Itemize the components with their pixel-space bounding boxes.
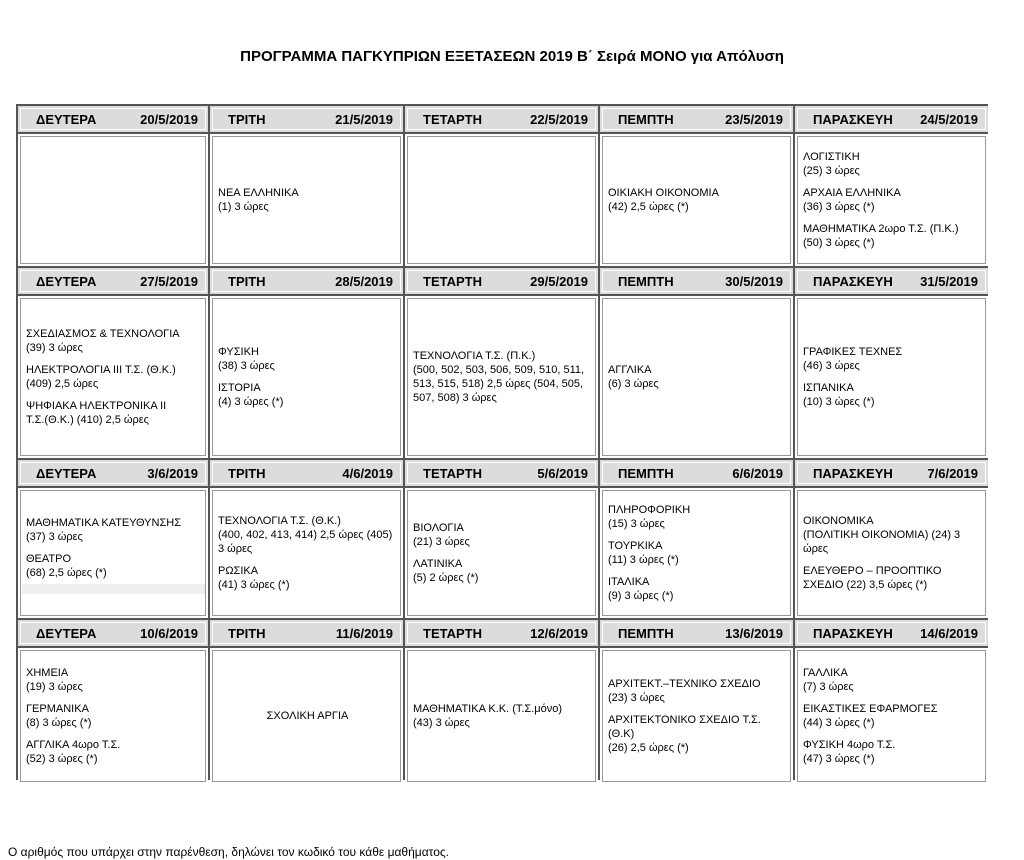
subject-code-duration: (10) 3 ώρες (*) — [803, 396, 875, 408]
subject-name: ΕΙΚΑΣΤΙΚΕΣ ΕΦΑΡΜΟΓΕΣ — [803, 703, 938, 715]
subject-name: ΑΡΧΑΙΑ ΕΛΛΗΝΙΚΑ — [803, 187, 901, 199]
schedule-cell — [18, 488, 208, 618]
subject-code-duration: (68) 2,5 ώρες (*) — [26, 567, 107, 579]
subject-code-duration: (25) 3 ώρες — [803, 165, 860, 177]
day-date: 12/6/2019 — [530, 625, 588, 641]
day-date: 29/5/2019 — [530, 273, 588, 289]
day-name: ΠΑΡΑΣΚΕΥΗ — [813, 273, 893, 289]
subject-name: ΜΑΘΗΜΑΤΙΚΑ Κ.Κ. (Τ.Σ.μόνο) — [413, 703, 563, 715]
subject-name: ΙΤΑΛΙΚΑ — [608, 576, 650, 588]
day-header — [795, 460, 988, 486]
schedule-cell — [405, 648, 598, 784]
exam-subject — [803, 702, 982, 730]
day-name: ΤΡΙΤΗ — [228, 111, 266, 127]
exam-subject — [608, 503, 787, 531]
day-date: 13/6/2019 — [725, 625, 783, 641]
exam-subject — [608, 677, 787, 705]
subject-code-duration: (47) 3 ώρες (*) — [803, 753, 875, 765]
subject-code-duration: (7) 3 ώρες — [803, 681, 854, 693]
subject-code-duration: (26) 2,5 ώρες (*) — [608, 742, 689, 754]
subject-name: ΑΓΓΛΙΚΑ 4ωρο Τ.Σ. — [26, 739, 121, 751]
day-header — [405, 620, 598, 646]
subject-code-duration: (ΠΟΛΙΤΙΚΗ ΟΙΚΟΝΟΜΙΑ) (24) 3 ώρες — [803, 529, 961, 555]
subject-code-duration: (39) 3 ώρες — [26, 342, 83, 354]
schedule-cell — [795, 134, 988, 266]
schedule-cell — [795, 296, 988, 458]
exam-subject — [803, 345, 982, 373]
schedule-cell — [600, 648, 793, 784]
day-name: ΠΑΡΑΣΚΕΥΗ — [813, 465, 893, 481]
footnote: Ο αριθμός που υπάρχει στην παρένθεση, δηλώνει τον κωδικό του κάθε μαθήματος. — [8, 845, 449, 859]
exam-subject — [26, 399, 202, 427]
subject-code-duration: (11) 3 ώρες (*) — [608, 554, 679, 566]
exam-subject — [218, 564, 397, 592]
subject-code-duration: (15) 3 ώρες — [608, 518, 665, 530]
schedule-cell — [600, 296, 793, 458]
subject-code-duration: ΣΧΕΔΙΟ (22) 3,5 ώρες (*) — [803, 579, 928, 591]
subject-code-duration: (46) 3 ώρες — [803, 360, 860, 372]
subject-code-duration: (42) 2,5 ώρες (*) — [608, 201, 689, 213]
day-date: 24/5/2019 — [920, 111, 978, 127]
day-name: ΔΕΥΤΕΡΑ — [36, 273, 97, 289]
exam-subject — [218, 381, 397, 409]
subject-name: ΤΕΧΝΟΛΟΓΙΑ Τ.Σ. (Θ.Κ.) — [218, 515, 341, 527]
exam-subject — [413, 521, 592, 549]
exam-subject — [26, 552, 202, 580]
subject-name: ΑΡΧΙΤΕΚΤ.–ΤΕΧΝΙΚΟ ΣΧΕΔΙΟ — [608, 678, 761, 690]
subject-name: ΑΡΧΙΤΕΚΤΟΝΙΚΟ ΣΧΕΔΙΟ Τ.Σ.(Θ.Κ) — [608, 714, 761, 740]
day-date: 20/5/2019 — [140, 111, 198, 127]
subject-code-duration: (4) 3 ώρες (*) — [218, 396, 284, 408]
subject-code-duration: (8) 3 ώρες (*) — [26, 717, 92, 729]
day-name: ΠΕΜΠΤΗ — [618, 625, 674, 641]
exam-subject — [803, 514, 982, 556]
day-date: 22/5/2019 — [530, 111, 588, 127]
subject-code-duration: (52) 3 ώρες (*) — [26, 753, 98, 765]
exam-subject — [803, 564, 982, 592]
day-header — [18, 268, 208, 294]
subject-name: ΟΙΚΙΑΚΗ ΟΙΚΟΝΟΜΙΑ — [608, 187, 719, 199]
day-header — [18, 460, 208, 486]
subject-name: ΟΙΚΟΝΟΜΙΚΑ — [803, 515, 874, 527]
schedule-cell — [795, 488, 988, 618]
schedule-cell — [405, 296, 598, 458]
subject-name: ΒΙΟΛΟΓΙΑ — [413, 522, 464, 534]
subject-name: ΡΩΣΙΚΑ — [218, 565, 259, 577]
day-name: ΔΕΥΤΕΡΑ — [36, 111, 97, 127]
exam-subject — [26, 327, 202, 355]
day-name: ΤΕΤΑΡΤΗ — [423, 465, 482, 481]
subject-name: ΛΟΓΙΣΤΙΚΗ — [803, 151, 860, 163]
subject-code-duration: (5) 2 ώρες (*) — [413, 572, 479, 584]
day-name: ΤΡΙΤΗ — [228, 465, 266, 481]
subject-code-duration: (21) 3 ώρες — [413, 536, 470, 548]
day-header — [18, 106, 208, 132]
day-date: 5/6/2019 — [537, 465, 588, 481]
subject-code-duration: (44) 3 ώρες (*) — [803, 717, 875, 729]
day-date: 28/5/2019 — [335, 273, 393, 289]
subject-name: ΤΕΧΝΟΛΟΓΙΑ Τ.Σ. (Π.Κ.) — [413, 350, 536, 362]
day-name: ΠΕΜΠΤΗ — [618, 465, 674, 481]
exam-subject — [608, 713, 787, 755]
subject-code-duration: (19) 3 ώρες — [26, 681, 83, 693]
day-date: 7/6/2019 — [927, 465, 978, 481]
day-date: 3/6/2019 — [147, 465, 198, 481]
subject-name: ΦΥΣΙΚΗ — [218, 346, 259, 358]
subject-name: ΗΛΕΚΤΡΟΛΟΓΙΑ ΙΙΙ Τ.Σ. (Θ.Κ.) — [26, 364, 176, 376]
day-header — [600, 620, 793, 646]
holiday-note: ΣΧΟΛΙΚΗ ΑΡΓΙΑ — [266, 710, 349, 722]
day-name: ΤΡΙΤΗ — [228, 273, 266, 289]
subject-name: ΧΗΜΕΙΑ — [26, 667, 69, 679]
day-header — [405, 268, 598, 294]
day-header — [600, 268, 793, 294]
day-date: 14/6/2019 — [920, 625, 978, 641]
day-date: 27/5/2019 — [140, 273, 198, 289]
subject-name: ΦΥΣΙΚΗ 4ωρο Τ.Σ. — [803, 739, 896, 751]
day-date: 21/5/2019 — [335, 111, 393, 127]
day-date: 30/5/2019 — [725, 273, 783, 289]
exam-subject — [26, 516, 202, 544]
subject-name: ΘΕΑΤΡΟ — [26, 553, 72, 565]
subject-code-duration: (409) 2,5 ώρες — [26, 378, 99, 390]
subject-code-duration: (400, 402, 413, 414) 2,5 ώρες (405) 3 ώρες — [218, 529, 393, 555]
day-header — [600, 106, 793, 132]
subject-name: ΙΣΠΑΝΙΚΑ — [803, 382, 854, 394]
exam-subject — [803, 666, 982, 694]
day-header — [405, 106, 598, 132]
shaded-row — [22, 584, 206, 594]
day-date: 10/6/2019 — [140, 625, 198, 641]
subject-code-duration: Τ.Σ.(Θ.Κ.) (410) 2,5 ώρες — [26, 414, 149, 426]
subject-code-duration: (9) 3 ώρες (*) — [608, 590, 674, 602]
day-date: 31/5/2019 — [920, 273, 978, 289]
exam-subject — [803, 222, 982, 250]
subject-name: ΨΗΦΙΑΚΑ ΗΛΕΚΤΡΟΝΙΚΑ ΙΙ — [26, 400, 167, 412]
exam-subject — [608, 363, 787, 391]
schedule-cell — [210, 296, 403, 458]
day-name: ΤΕΤΑΡΤΗ — [423, 111, 482, 127]
exam-subject — [218, 345, 397, 373]
subject-name: ΛΑΤΙΝΙΚΑ — [413, 558, 463, 570]
subject-name: ΜΑΘΗΜΑΤΙΚΑ ΚΑΤΕΥΘΥΝΣΗΣ — [26, 517, 182, 529]
page-title: ΠΡΟΓΡΑΜΜΑ ΠΑΓΚΥΠΡΙΩΝ ΕΞΕΤΑΣΕΩΝ 2019 Β΄ Σειρά ΜΟΝΟ για Απόλυση — [240, 48, 784, 65]
day-header — [210, 268, 403, 294]
exam-subject — [608, 186, 787, 214]
exam-subject — [218, 186, 397, 214]
subject-code-duration: (37) 3 ώρες — [26, 531, 83, 543]
subject-name: ΓΑΛΛΙΚΑ — [803, 667, 848, 679]
subject-code-duration: (36) 3 ώρες (*) — [803, 201, 875, 213]
subject-code-duration: (6) 3 ώρες — [608, 378, 659, 390]
subject-code-duration: (38) 3 ώρες — [218, 360, 275, 372]
day-header — [795, 268, 988, 294]
schedule-cell — [405, 134, 598, 266]
day-name: ΤΕΤΑΡΤΗ — [423, 625, 482, 641]
day-header — [210, 620, 403, 646]
exam-subject — [26, 702, 202, 730]
subject-name: ΝΕΑ ΕΛΛΗΝΙΚΑ — [218, 187, 299, 199]
subject-code-duration: (41) 3 ώρες (*) — [218, 579, 290, 591]
day-header — [795, 620, 988, 646]
day-date: 6/6/2019 — [732, 465, 783, 481]
day-date: 23/5/2019 — [725, 111, 783, 127]
schedule-cell — [210, 488, 403, 618]
subject-code-duration: (1) 3 ώρες — [218, 201, 269, 213]
day-name: ΔΕΥΤΕΡΑ — [36, 465, 97, 481]
schedule-cell — [795, 648, 988, 784]
exam-subject — [26, 666, 202, 694]
day-name: ΠΑΡΑΣΚΕΥΗ — [813, 111, 893, 127]
schedule-cell — [600, 488, 793, 618]
exam-subject — [413, 557, 592, 585]
exam-subject — [803, 186, 982, 214]
schedule-cell — [18, 134, 208, 266]
day-date: 11/6/2019 — [335, 625, 393, 641]
exam-subject — [26, 738, 202, 766]
day-header — [210, 106, 403, 132]
subject-code-duration: (23) 3 ώρες — [608, 692, 665, 704]
subject-code-duration: (50) 3 ώρες (*) — [803, 237, 875, 249]
day-header — [600, 460, 793, 486]
exam-subject — [413, 349, 592, 405]
exam-subject — [26, 363, 202, 391]
exam-schedule-table — [16, 104, 988, 780]
exam-subject — [218, 514, 397, 556]
day-header — [18, 620, 208, 646]
day-name: ΤΕΤΑΡΤΗ — [423, 273, 482, 289]
subject-name: ΣΧΕΔΙΑΣΜΟΣ & ΤΕΧΝΟΛΟΓΙΑ — [26, 328, 180, 340]
day-name: ΠΕΜΠΤΗ — [618, 111, 674, 127]
exam-subject — [608, 575, 787, 603]
subject-code-duration: (43) 3 ώρες — [413, 717, 470, 729]
subject-name: ΑΓΓΛΙΚΑ — [608, 364, 652, 376]
subject-name: ΠΛΗΡΟΦΟΡΙΚΗ — [608, 504, 691, 516]
schedule-cell — [18, 648, 208, 784]
schedule-cell — [405, 488, 598, 618]
day-date: 4/6/2019 — [342, 465, 393, 481]
day-header — [795, 106, 988, 132]
day-header — [210, 460, 403, 486]
subject-name: ΓΡΑΦΙΚΕΣ ΤΕΧΝΕΣ — [803, 346, 903, 358]
day-name: ΠΕΜΠΤΗ — [618, 273, 674, 289]
subject-name: ΓΕΡΜΑΝΙΚΑ — [26, 703, 89, 715]
exam-subject — [803, 381, 982, 409]
exam-subject — [803, 738, 982, 766]
schedule-cell — [210, 134, 403, 266]
subject-name: ΤΟΥΡΚΙΚΑ — [608, 540, 663, 552]
day-name: ΠΑΡΑΣΚΕΥΗ — [813, 625, 893, 641]
schedule-cell — [210, 648, 403, 784]
exam-subject — [608, 539, 787, 567]
exam-subject — [413, 702, 592, 730]
day-header — [405, 460, 598, 486]
day-name: ΤΡΙΤΗ — [228, 625, 266, 641]
day-name: ΔΕΥΤΕΡΑ — [36, 625, 97, 641]
subject-name: ΕΛΕΥΘΕΡΟ – ΠΡΟΟΠΤΙΚΟ — [803, 565, 942, 577]
schedule-cell — [18, 296, 208, 458]
exam-subject — [803, 150, 982, 178]
schedule-cell — [600, 134, 793, 266]
subject-name: ΜΑΘΗΜΑΤΙΚΑ 2ωρο Τ.Σ. (Π.Κ.) — [803, 223, 959, 235]
subject-code-duration: (500, 502, 503, 506, 509, 510, 511, 513, 515, 518) 2,5 ώρες (504, 505, 507, 508) 3 ώρες — [413, 364, 585, 404]
subject-name: ΙΣΤΟΡΙΑ — [218, 382, 261, 394]
